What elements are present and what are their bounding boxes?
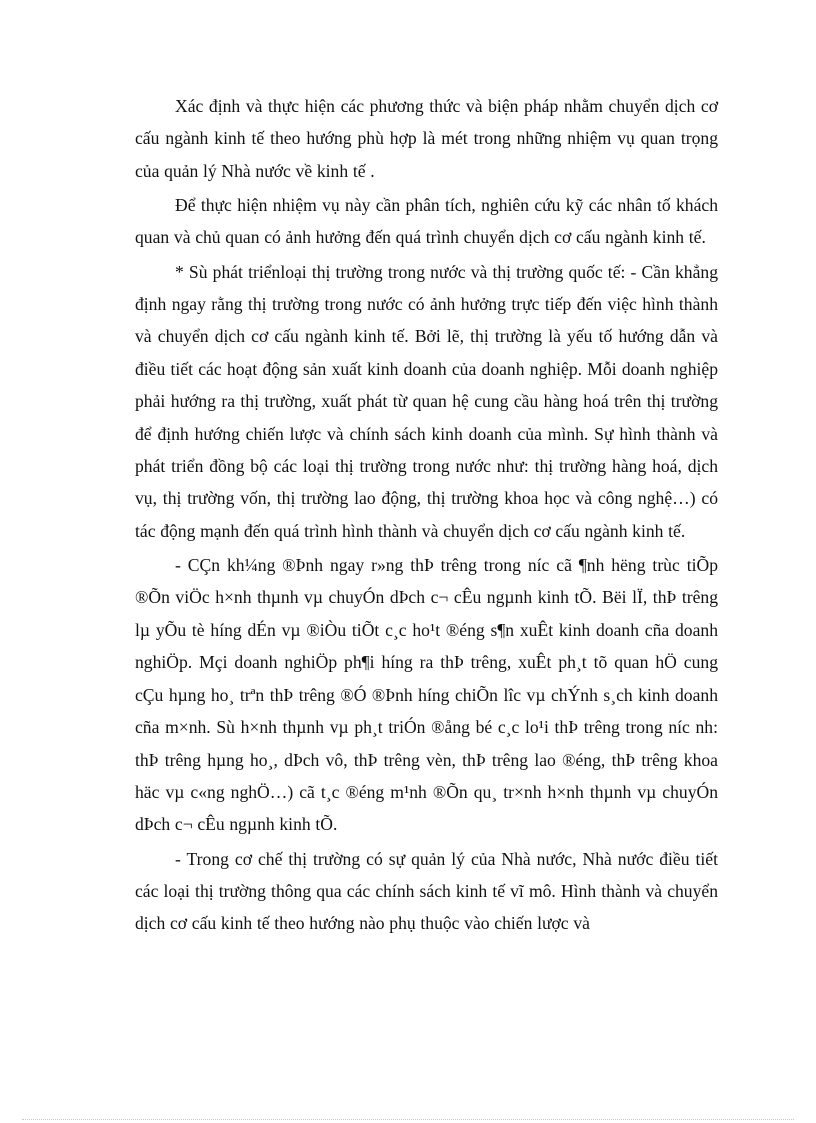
paragraph-market-development: * Sù phát triểnloại thị trường trong nước và thị trường quốc tế: - Cần khẳng định ngay rằng thị trường trong nước có ảnh hưởng trực tiếp đến việc hình thành và chuyển dịch cơ cấu ngành kinh tế. Bởi lẽ, thị trường là yếu tố hướng dẫn và điều tiết các hoạt động sản xuất kinh doanh của doanh nghiệp. Mỗi doanh nghiệp phải hướng ra thị trường, xuất phát từ quan hệ cung cầu hàng hoá trên thị trường để định hướng chiến lược và chính sách kinh doanh của mình. Sự hình thành và phát triển đồng bộ các loại thị trường trong nước như: thị trường hàng hoá, dịch vụ, thị trường vốn, thị trường lao động, thị trường khoa học và công nghệ…) có tác động mạnh đến quá trình hình thành và chuyển dịch cơ cấu ngành kinh tế.: [135, 261, 718, 541]
paragraph-analysis: Để thực hiện nhiệm vụ này cần phân tích, nghiên cứu kỹ các nhân tố khách quan và chủ quan có ảnh hưởng đến quá trình chuyển dịch cơ cấu ngành kinh tế.: [135, 195, 718, 248]
page-bottom-divider: [22, 1119, 794, 1120]
paragraph-intro: Xác định và thực hiện các phương thức và biện pháp nhằm chuyển dịch cơ cấu ngành kinh tế theo hướng phù hợp là mét trong những nhiệm vụ quan trọng của quản lý Nhà nước về kinh tế .: [135, 96, 718, 181]
paragraph-legacy-encoded: - CÇn kh¼ng ®Þnh ngay r»ng thÞ trêng trong níc cã ¶nh hëng trùc tiÕp ®Õn viÖc h×nh thµnh vµ chuyÓn dÞch c¬ cÊu ngµnh kinh tÕ. Bëi lÏ, thÞ trêng lµ yÕu tè híng dÉn vµ ®iÒu tiÕt c¸c ho¹t ®éng s¶n xuÊt kinh doanh cña doanh nghiÖp. Mçi doanh nghiÖp ph¶i híng ra thÞ trêng, xuÊt ph¸t tõ quan hÖ cung cÇu hµng ho¸ trªn thÞ trêng ®Ó ®Þnh híng chiÕn lîc vµ chÝnh s¸ch kinh doanh cña m×nh. Sù h×nh thµnh vµ ph¸t triÓn ®ång bé c¸c lo¹i thÞ trêng trong níc nh: thÞ trêng hµng ho¸, dÞch vô, thÞ trêng vèn, thÞ trêng lao ®éng, thÞ trêng khoa häc vµ c«ng nghÖ…) cã t¸c ®éng m¹nh ®Õn qu¸ tr×nh h×nh thµnh vµ chuyÓn dÞch c¬ cÊu ngµnh kinh tÕ.: [135, 555, 718, 835]
paragraph-state-regulation: - Trong cơ chế thị trường có sự quản lý của Nhà nước, Nhà nước điều tiết các loại thị trường thông qua các chính sách kinh tế vĩ mô. Hình thành và chuyển dịch cơ cấu kinh tế theo hướng nào phụ thuộc vào chiến lược và: [135, 848, 718, 934]
document-page: [135, 90, 718, 942]
